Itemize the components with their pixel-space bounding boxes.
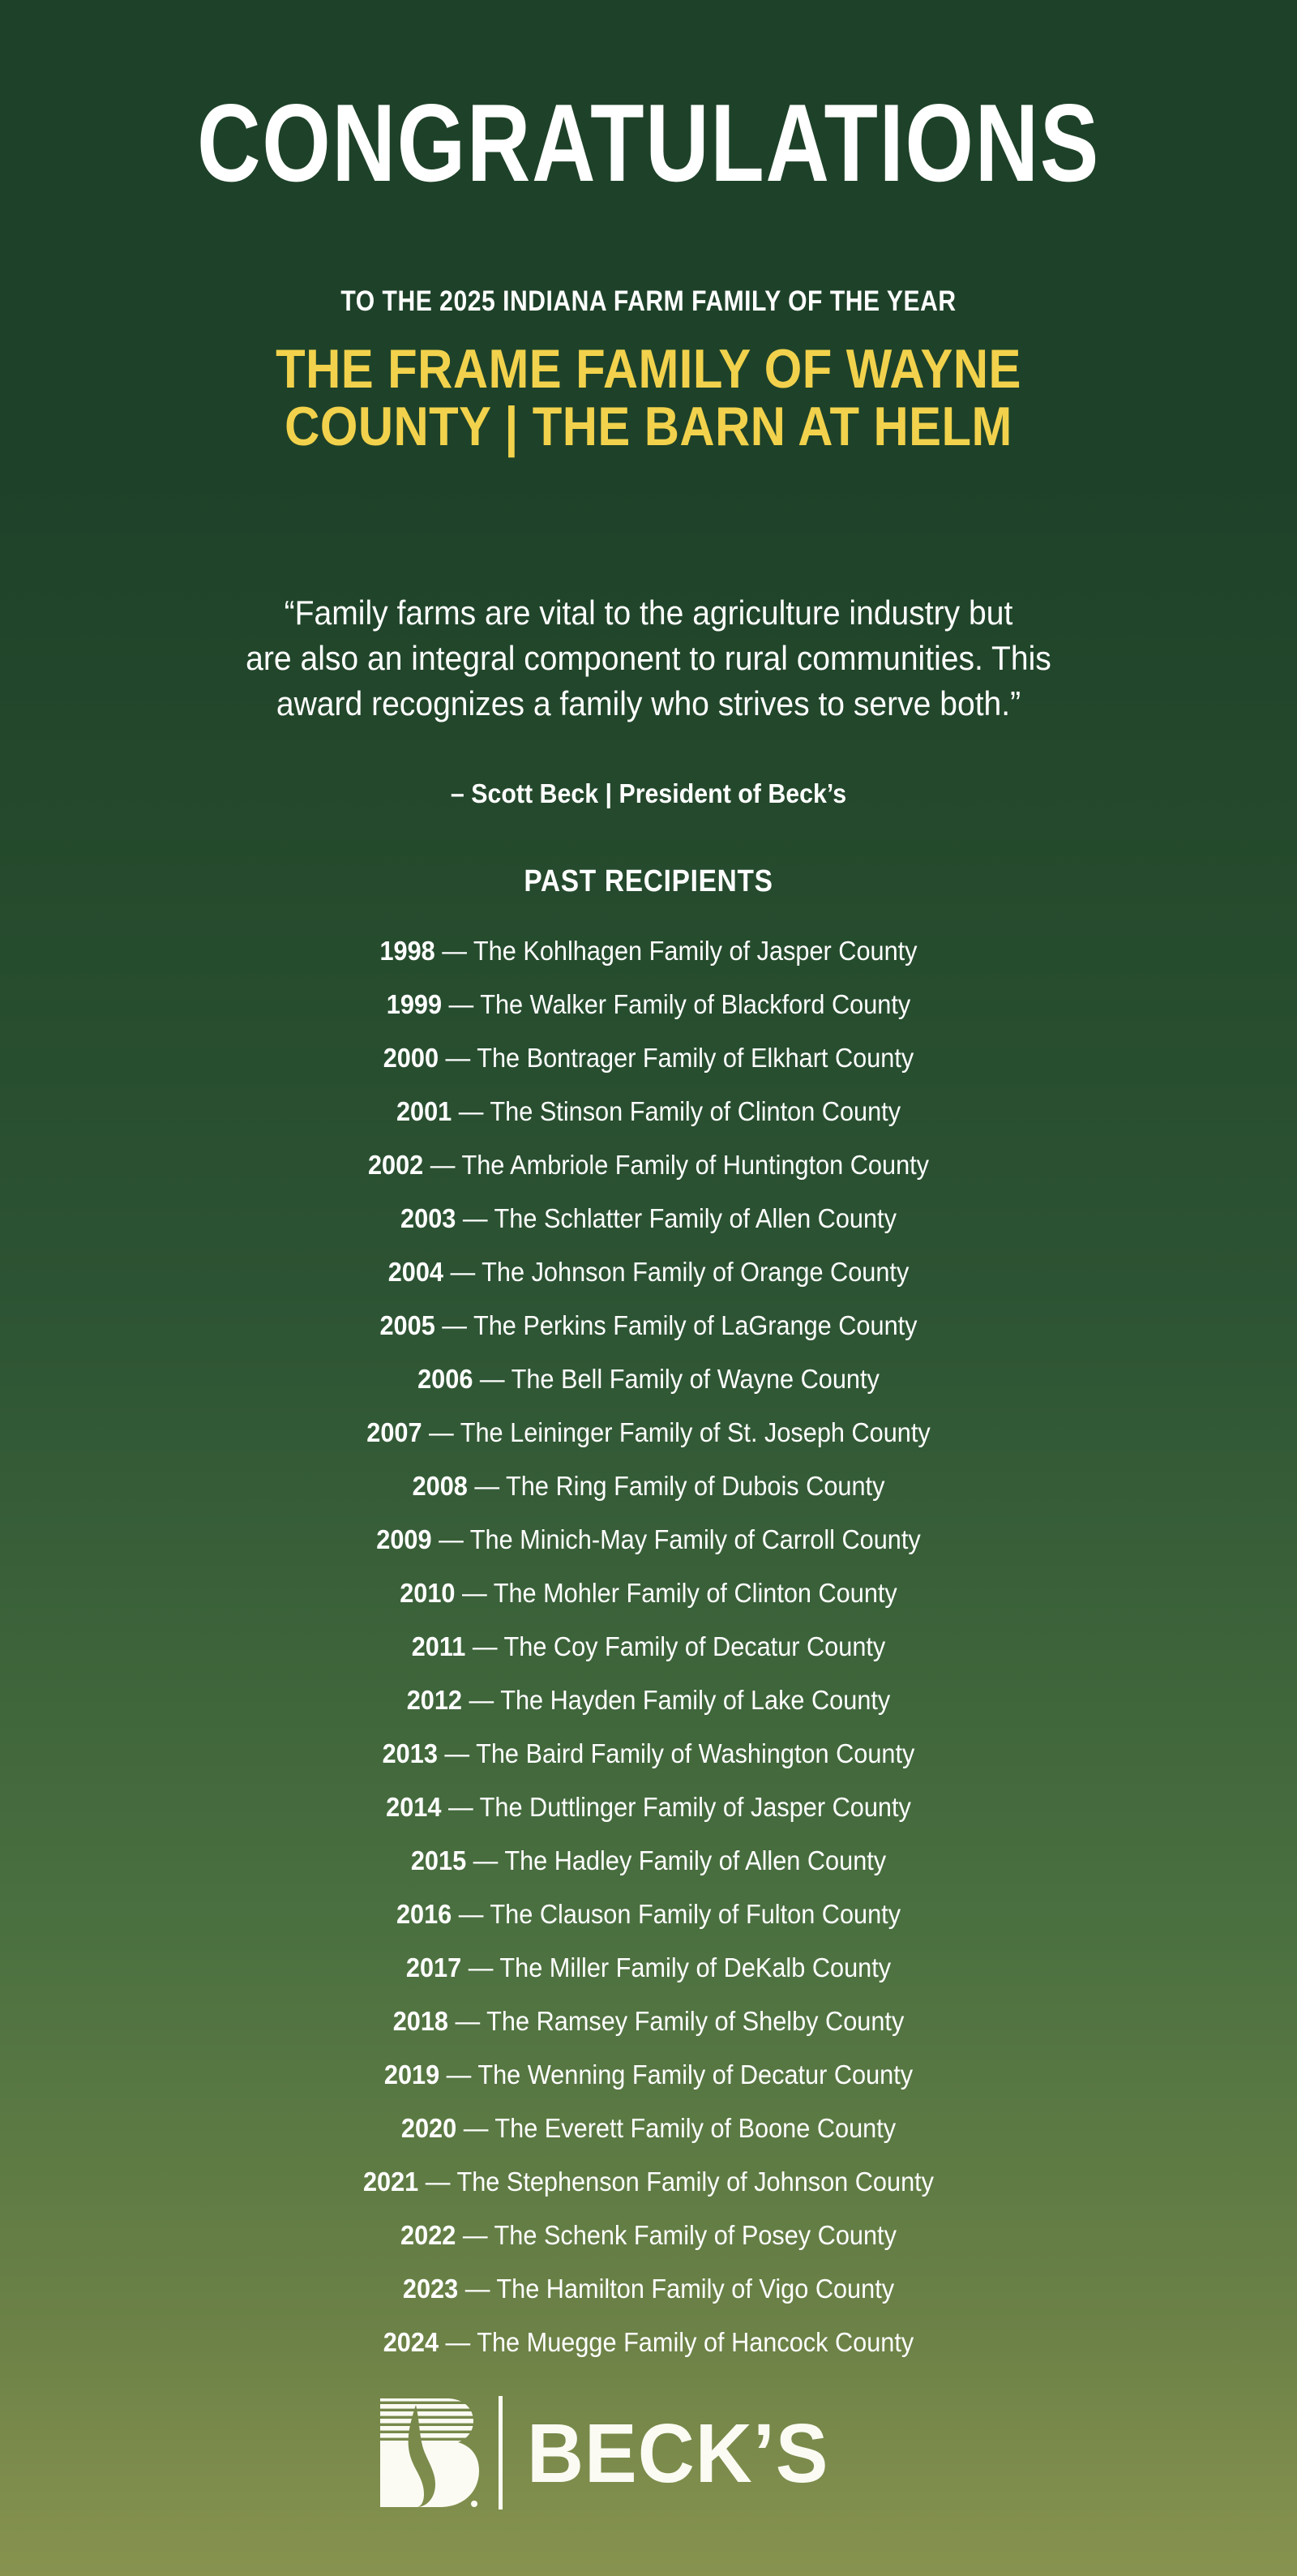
recipient-separator: —: [447, 2006, 487, 2036]
past-recipients-heading: PAST RECIPIENTS: [524, 864, 773, 898]
pull-quote-line-2: are also an integral component to rural communities. This: [246, 638, 1051, 677]
recipient-name: The Walker Family of Blackford County: [480, 989, 911, 1019]
past-recipients-list: [0, 924, 1297, 2369]
recipient-row: [45, 1567, 1252, 1620]
recipient-year: 1998: [379, 936, 435, 966]
recipient-row: [45, 2048, 1252, 2102]
recipient-row: [45, 1245, 1252, 1299]
recipient-separator: —: [439, 2060, 478, 2090]
recipient-year: 2003: [400, 1203, 456, 1233]
recipient-year: 2018: [392, 2006, 448, 2036]
recipient-separator: —: [423, 1150, 462, 1180]
recipient-row: [45, 1781, 1252, 1834]
recipient-row: [45, 1138, 1252, 1192]
recipient-name: The Duttlinger Family of Jasper County: [479, 1792, 911, 1822]
recipient-row: [45, 1834, 1252, 1888]
recipient-separator: —: [455, 1578, 494, 1608]
recipient-name: The Schlatter Family of Allen County: [494, 1203, 897, 1233]
award-recipient-title-line-1: THE FRAME FAMILY OF WAYNE: [276, 338, 1021, 400]
recipient-year: 2016: [396, 1899, 452, 1929]
recipient-year: 2022: [400, 2220, 456, 2250]
recipient-year: 2000: [383, 1043, 439, 1073]
recipient-name: The Leininger Family of St. Joseph County: [460, 1417, 931, 1447]
recipient-separator: —: [473, 1364, 512, 1394]
recipient-separator: —: [462, 1685, 501, 1715]
recipient-separator: —: [418, 2167, 457, 2197]
recipient-name: The Ambriole Family of Huntington County: [461, 1150, 930, 1180]
recipient-row: [45, 1192, 1252, 1245]
recipient-row: [45, 2102, 1252, 2155]
recipient-year: 1999: [386, 989, 443, 1019]
recipient-separator: —: [461, 1952, 500, 1982]
recipient-name: The Hadley Family of Allen County: [504, 1845, 887, 1875]
recipient-row: [45, 1031, 1252, 1085]
recipient-row: [45, 1459, 1252, 1513]
recipient-name: The Kohlhagen Family of Jasper County: [473, 936, 918, 966]
recipient-year: 2002: [367, 1150, 424, 1180]
recipient-row: [45, 1513, 1252, 1567]
becks-logo: [377, 2394, 922, 2512]
recipient-year: 2010: [400, 1578, 456, 1608]
recipient-row: [45, 2209, 1252, 2262]
recipient-name: The Everett Family of Boone County: [494, 2113, 897, 2143]
recipient-year: 2009: [376, 1524, 432, 1554]
recipient-separator: —: [434, 1310, 473, 1340]
recipient-name: The Coy Family of Decatur County: [503, 1631, 886, 1661]
recipient-row: [45, 924, 1252, 978]
recipient-separator: —: [434, 936, 473, 966]
recipient-row: [45, 2155, 1252, 2209]
recipient-row: [45, 1352, 1252, 1406]
recipient-separator: —: [439, 2327, 477, 2357]
recipient-separator: —: [441, 1792, 480, 1822]
recipient-row: [45, 1085, 1252, 1138]
pull-quote: [151, 590, 1146, 727]
recipient-name: The Wenning Family of Decatur County: [477, 2060, 914, 2090]
recipient-name: The Hayden Family of Lake County: [500, 1685, 891, 1715]
recipient-row: [45, 1888, 1252, 1941]
recipient-row: [45, 1941, 1252, 1995]
recipient-separator: —: [439, 1043, 477, 1073]
recipient-separator: —: [452, 1096, 490, 1126]
becks-b-logomark-icon: [377, 2394, 482, 2512]
recipient-name: The Schenk Family of Posey County: [494, 2220, 897, 2250]
recipient-row: [45, 1727, 1252, 1781]
recipient-separator: —: [456, 2113, 495, 2143]
recipient-year: 2012: [406, 1685, 463, 1715]
recipient-name: The Baird Family of Washington County: [476, 1738, 915, 1768]
recipient-separator: —: [467, 1471, 507, 1501]
recipient-year: 2006: [417, 1364, 473, 1394]
recipient-row: [45, 2262, 1252, 2316]
recipient-row: [45, 2316, 1252, 2369]
recipient-year: 2020: [400, 2113, 457, 2143]
recipient-separator: —: [452, 1899, 490, 1929]
recipient-name: The Miller Family of DeKalb County: [499, 1952, 892, 1982]
recipient-row: [45, 978, 1252, 1031]
recipient-separator: —: [437, 1738, 477, 1768]
recipient-name: The Johnson Family of Orange County: [482, 1257, 910, 1287]
recipient-name: The Bell Family of Wayne County: [511, 1364, 880, 1394]
recipient-name: The Muegge Family of Hancock County: [477, 2327, 914, 2357]
recipient-separator: —: [456, 2220, 494, 2250]
recipient-name: The Ring Family of Dubois County: [506, 1471, 885, 1501]
recipient-row: [45, 1299, 1252, 1352]
quote-attribution: – Scott Beck | President of Beck’s: [450, 778, 847, 808]
logo-divider: [499, 2396, 503, 2510]
recipient-name: The Clauson Family of Fulton County: [490, 1899, 901, 1929]
recipient-year: 2001: [396, 1096, 452, 1126]
recipient-row: [45, 1674, 1252, 1727]
recipient-separator: —: [458, 2274, 497, 2304]
recipient-year: 2008: [412, 1471, 468, 1501]
award-subhead: TO THE 2025 INDIANA FARM FAMILY OF THE YEAR: [340, 285, 957, 317]
recipient-name: The Stephenson Family of Johnson County: [456, 2167, 935, 2197]
recipient-row: [45, 1620, 1252, 1674]
page-title: CONGRATULATIONS: [197, 81, 1100, 204]
recipient-separator: —: [422, 1417, 460, 1447]
recipient-separator: —: [431, 1524, 470, 1554]
recipient-year: 2023: [402, 2274, 459, 2304]
recipient-year: 2004: [387, 1257, 443, 1287]
recipient-year: 2021: [362, 2167, 419, 2197]
recipient-year: 2014: [386, 1792, 442, 1822]
recipient-name: The Ramsey Family of Shelby County: [486, 2006, 905, 2036]
recipient-year: 2007: [366, 1417, 422, 1447]
recipient-year: 2017: [405, 1952, 462, 1982]
recipient-year: 2019: [383, 2060, 440, 2090]
award-recipient-title: [199, 338, 1098, 457]
pull-quote-line-3: award recognizes a family who strives to serve both.”: [276, 684, 1021, 722]
recipient-year: 2015: [410, 1845, 467, 1875]
recipient-row: [45, 1995, 1252, 2048]
recipient-separator: —: [465, 1631, 504, 1661]
recipient-year: 2011: [411, 1631, 466, 1661]
recipient-name: The Mohler Family of Clinton County: [493, 1578, 897, 1608]
recipient-name: The Hamilton Family of Vigo County: [496, 2274, 895, 2304]
pull-quote-line-1: “Family farms are vital to the agriculture industry but: [284, 594, 1013, 632]
recipient-separator: —: [443, 1257, 482, 1287]
award-recipient-title-line-2: COUNTY | THE BARN AT HELM: [285, 395, 1012, 457]
recipient-name: The Stinson Family of Clinton County: [490, 1096, 901, 1126]
recipient-year: 2005: [379, 1310, 435, 1340]
recipient-name: The Minich-May Family of Carroll County: [469, 1524, 921, 1554]
recipient-name: The Perkins Family of LaGrange County: [473, 1310, 918, 1340]
recipient-separator: —: [456, 1203, 494, 1233]
recipient-year: 2013: [382, 1738, 438, 1768]
recipient-year: 2024: [383, 2327, 439, 2357]
recipient-name: The Bontrager Family of Elkhart County: [477, 1043, 914, 1073]
recipient-separator: —: [466, 1845, 505, 1875]
becks-wordmark: BECK’S: [527, 2406, 829, 2500]
recipient-row: [45, 1406, 1252, 1459]
recipient-separator: —: [442, 989, 481, 1019]
